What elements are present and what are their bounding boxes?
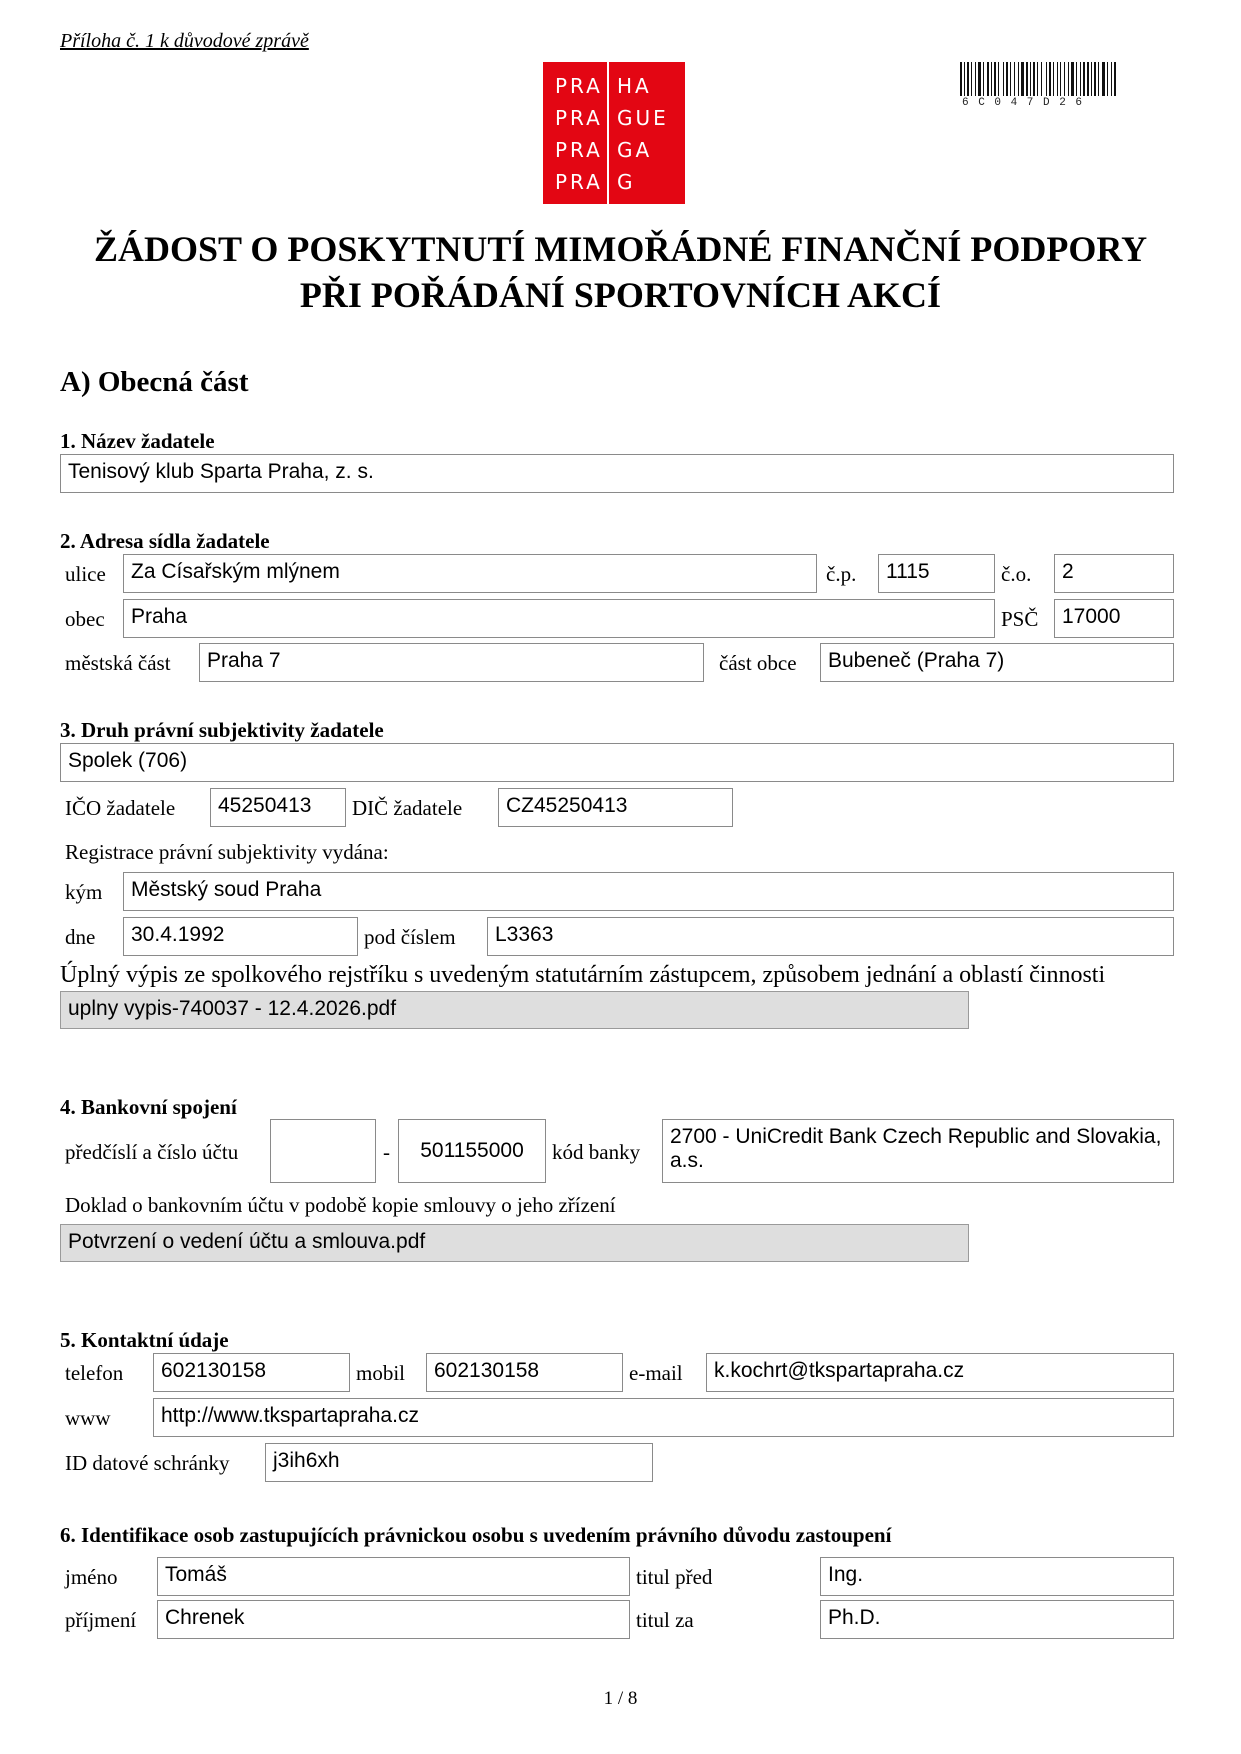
zip-label: PSČ [1001,607,1039,631]
bank-doc-file-attachment[interactable]: Potvrzení o vedení účtu a smlouva.pdf [60,1224,969,1262]
excerpt-label: Úplný výpis ze spolkového rejstříku s uvedeným statutárním zástupcem, způsobem jednání a oblastí činnosti [60,962,1106,988]
bank-code-label: kód banky [552,1140,641,1164]
barcode-number: 6C047D26 [962,97,1092,109]
legal-form-field[interactable]: Spolek (706) [60,743,1174,782]
registration-date-field[interactable]: 30.4.1992 [123,917,358,956]
logo-right-4: G [617,170,636,194]
logo-left-1: PRA [555,74,603,98]
s4-heading: 4. Bankovní spojení [60,1095,237,1119]
zip-field[interactable]: 17000 [1054,599,1174,638]
s1-heading: 1. Název žadatele [60,429,215,453]
title-after-label: titul za [636,1608,694,1632]
registration-number-label: pod číslem [364,925,456,949]
applicant-name-field[interactable]: Tenisový klub Sparta Praha, z. s. [60,454,1174,493]
logo-right-3: GA [617,138,653,162]
street-field[interactable]: Za Císařským mlýnem [123,554,817,593]
registration-date-label: dne [65,925,96,949]
registered-by-label: kým [65,880,103,904]
databox-label: ID datové schránky [65,1451,230,1475]
co-field[interactable]: 2 [1054,554,1174,593]
title-before-label: titul před [636,1565,713,1589]
district-field[interactable]: Praha 7 [199,643,704,682]
email-label: e-mail [629,1361,683,1385]
s3-heading: 3. Druh právní subjektivity žadatele [60,718,384,742]
logo-left-2: PRA [555,106,603,130]
phone-label: telefon [65,1361,124,1385]
title-before-field[interactable]: Ing. [820,1557,1174,1596]
district-label: městská část [65,651,171,675]
part-label: část obce [719,651,797,675]
ico-field[interactable]: 45250413 [210,788,346,827]
page-number: 1 / 8 [603,1688,638,1709]
account-dash: - [383,1140,390,1164]
bank-doc-label: Doklad o bankovním účtu v podobě kopie smlouvy o jeho zřízení [65,1193,616,1217]
barcode-icon [960,62,1172,96]
phone-field[interactable]: 602130158 [153,1353,350,1392]
logo-left-3: PRA [555,138,603,162]
s2-heading: 2. Adresa sídla žadatele [60,529,270,553]
account-prefix-field[interactable] [270,1119,376,1183]
attachment-note: Příloha č. 1 k důvodové zprávě [60,30,309,52]
co-label: č.o. [1001,562,1032,586]
email-field[interactable]: k.kochrt@tkspartapraha.cz [706,1353,1174,1392]
cp-label: č.p. [826,562,857,586]
title-after-field[interactable]: Ph.D. [820,1600,1174,1639]
excerpt-file-attachment[interactable]: uplny vypis-740037 - 12.4.2026.pdf [60,991,969,1029]
surname-field[interactable]: Chrenek [157,1600,630,1639]
logo-right-1: HA [617,74,652,98]
document-title-line2: PŘI POŘÁDÁNÍ SPORTOVNÍCH AKCÍ [299,275,942,315]
databox-field[interactable]: j3ih6xh [265,1443,653,1482]
part-field[interactable]: Bubeneč (Praha 7) [820,643,1174,682]
ico-label: IČO žadatele [65,796,176,820]
street-label: ulice [65,562,106,586]
www-label: www [65,1406,111,1430]
dic-label: DIČ žadatele [352,796,463,820]
city-label: obec [65,607,105,631]
account-number-field[interactable]: 501155000 [398,1119,546,1183]
registration-number-field[interactable]: L3363 [487,917,1174,956]
registration-label: Registrace právní subjektivity vydána: [65,840,389,864]
logo-text [555,70,669,198]
surname-label: příjmení [65,1608,137,1632]
account-label: předčíslí a číslo účtu [65,1140,239,1164]
bank-code-field[interactable]: 2700 - UniCredit Bank Czech Republic and Slovakia, a.s. [662,1119,1174,1183]
first-name-field[interactable]: Tomáš [157,1557,630,1596]
section-a-heading: A) Obecná část [60,366,249,398]
registered-by-field[interactable]: Městský soud Praha [123,872,1174,911]
city-field[interactable]: Praha [123,599,995,638]
praha-logo [543,62,685,204]
mobile-label: mobil [356,1361,406,1385]
dic-field[interactable]: CZ45250413 [498,788,733,827]
cp-field[interactable]: 1115 [878,554,995,593]
logo-right-2: GUE [617,106,669,130]
mobile-field[interactable]: 602130158 [426,1353,623,1392]
s6-heading: 6. Identifikace osob zastupujících právnickou osobu s uvedením právního důvodu zastoupení [60,1523,892,1547]
logo-left-4: PRA [555,170,603,194]
document-title-line1: ŽÁDOST O POSKYTNUTÍ MIMOŘÁDNÉ FINANČNÍ PODPORY [93,229,1148,269]
first-name-label: jméno [65,1565,118,1589]
s5-heading: 5. Kontaktní údaje [60,1328,229,1352]
www-field[interactable]: http://www.tkspartapraha.cz [153,1398,1174,1437]
